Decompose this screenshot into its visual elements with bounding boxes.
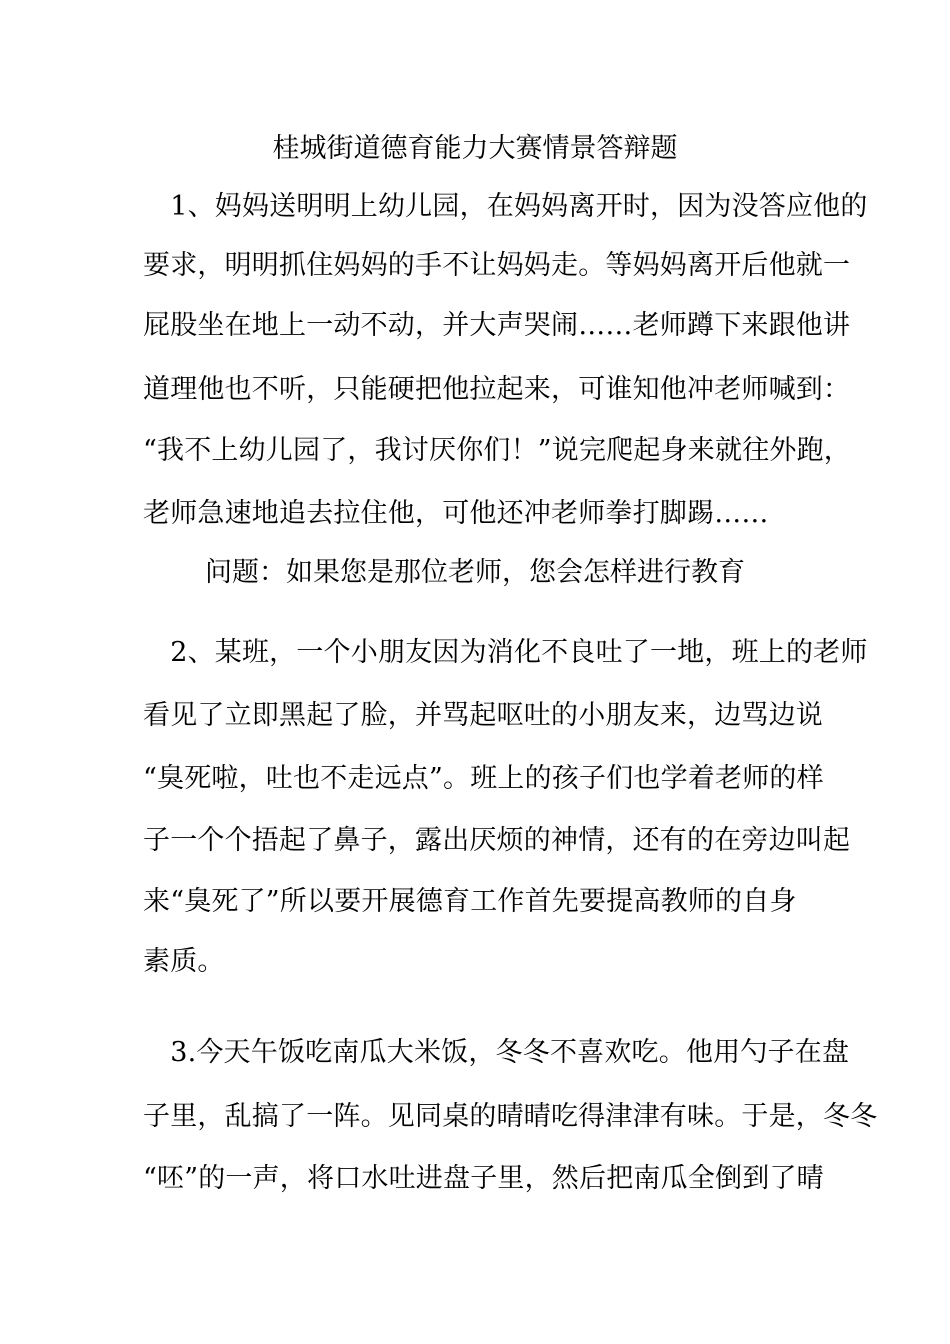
section3-line-2: 子里，乱搞了一阵。见同桌的晴晴吃得津津有味。于是，冬冬 — [143, 1101, 878, 1132]
section1-line-3: 屁股坐在地上一动不动，并大声哭闹……老师蹲下来跟他讲 — [143, 310, 851, 341]
section1-line-1: 1、妈妈送明明上幼儿园，在妈妈离开时，因为没答应他的 — [143, 191, 868, 222]
section3-line-1: 3.今天午饭吃南瓜大米饭，冬冬不喜欢吃。他用勺子在盘 — [143, 1037, 850, 1068]
section2-line-6: 素质。 — [143, 946, 225, 977]
section1-line-5: “我不上幼儿园了，我讨厌你们！”说完爬起身来就往外跑， — [143, 435, 852, 466]
section1-line-4: 道理他也不听，只能硬把他拉起来，可谁知他冲老师喊到： — [143, 374, 851, 405]
section3-line-3: “呸”的一声，将口水吐进盘子里，然后把南瓜全倒到了晴 — [143, 1163, 824, 1194]
section1-line-6: 老师急速地追去拉住他，可他还冲老师拳打脚踢…… — [143, 498, 769, 529]
document-title: 桂城街道德育能力大赛情景答辩题 — [272, 133, 678, 164]
section2-line-3: “臭死啦，吐也不走远点”。班上的孩子们也学着老师的样 — [143, 763, 824, 794]
section2-line-5: 来“臭死了”所以要开展德育工作首先要提高教师的自身 — [143, 886, 797, 917]
section2-line-1: 2、某班，一个小朋友因为消化不良吐了一地，班上的老师 — [143, 637, 868, 668]
section1-question: 问题：如果您是那位老师，您会怎样进行教育 — [205, 557, 745, 588]
section2-line-2: 看见了立即黑起了脸，并骂起呕吐的小朋友来，边骂边说 — [143, 700, 823, 731]
section1-line-2: 要求，明明抓住妈妈的手不让妈妈走。等妈妈离开后他就一 — [143, 250, 851, 281]
section2-line-4: 子一个个捂起了鼻子，露出厌烦的神情，还有的在旁边叫起 — [143, 825, 851, 856]
